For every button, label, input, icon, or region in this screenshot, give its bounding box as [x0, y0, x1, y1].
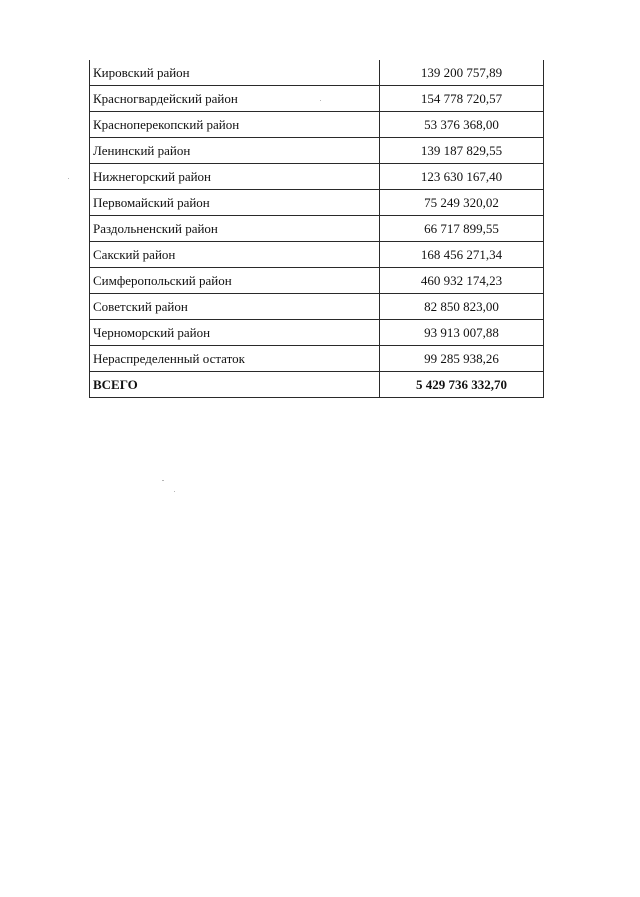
- table-row: [90, 346, 544, 372]
- district-name: Первомайский район: [90, 190, 380, 216]
- district-name: Нераспределенный остаток: [90, 346, 380, 372]
- district-amount: 139 187 829,55: [380, 138, 544, 164]
- district-name: Нижнегорский район: [90, 164, 380, 190]
- district-amount: 66 717 899,55: [380, 216, 544, 242]
- district-name: Ленинский район: [90, 138, 380, 164]
- district-name: Раздольненский район: [90, 216, 380, 242]
- district-amount: 75 249 320,02: [380, 190, 544, 216]
- district-amount: 168 456 271,34: [380, 242, 544, 268]
- table-row: [90, 268, 544, 294]
- district-name: Кировский район: [90, 60, 380, 86]
- table-row: [90, 112, 544, 138]
- district-name: Сакский район: [90, 242, 380, 268]
- total-row: [90, 372, 544, 398]
- table-row: [90, 294, 544, 320]
- table-row: [90, 242, 544, 268]
- table-row: [90, 216, 544, 242]
- district-amount: 53 376 368,00: [380, 112, 544, 138]
- district-amount: 139 200 757,89: [380, 60, 544, 86]
- district-amount: 123 630 167,40: [380, 164, 544, 190]
- district-amount: 93 913 007,88: [380, 320, 544, 346]
- table-row: [90, 320, 544, 346]
- district-name: Советский район: [90, 294, 380, 320]
- total-amount: 5 429 736 332,70: [380, 372, 544, 398]
- district-amount: 460 932 174,23: [380, 268, 544, 294]
- table-row: [90, 138, 544, 164]
- scan-speck: [320, 100, 321, 101]
- table-row: [90, 60, 544, 86]
- district-amount: 99 285 938,26: [380, 346, 544, 372]
- district-allocation-table: [89, 60, 544, 398]
- total-label: ВСЕГО: [90, 372, 380, 398]
- table-row: [90, 164, 544, 190]
- scan-speck: [162, 480, 164, 481]
- district-name: Красногвардейский район: [90, 86, 380, 112]
- district-name: Красноперекопский район: [90, 112, 380, 138]
- district-name: Симферопольский район: [90, 268, 380, 294]
- table-row: [90, 190, 544, 216]
- scan-speck: [174, 491, 175, 492]
- district-amount: 154 778 720,57: [380, 86, 544, 112]
- district-amount: 82 850 823,00: [380, 294, 544, 320]
- district-name: Черноморский район: [90, 320, 380, 346]
- scan-speck: [68, 178, 69, 179]
- table-row: [90, 86, 544, 112]
